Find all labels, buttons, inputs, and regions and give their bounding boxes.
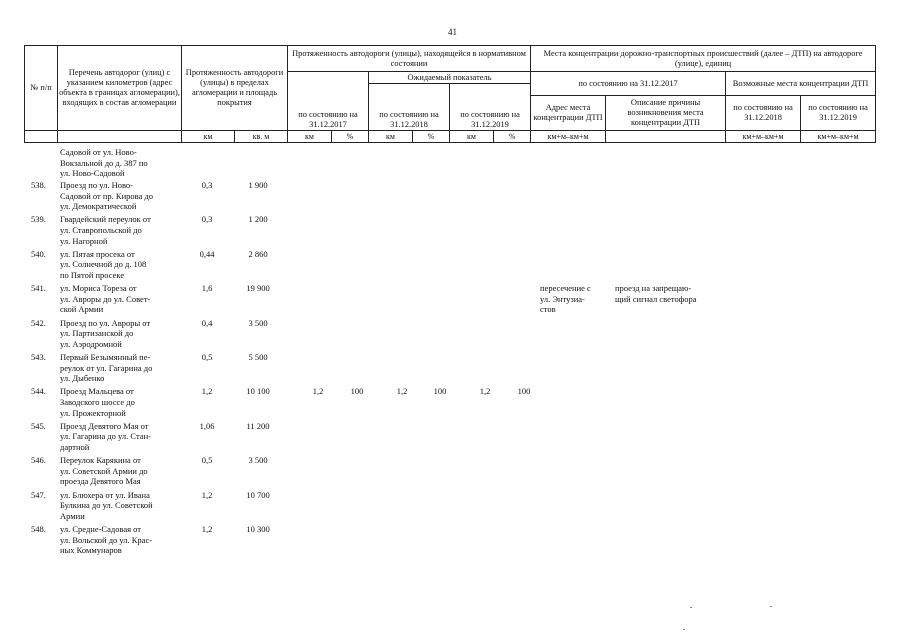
unit-sqm: кв. м xyxy=(235,131,288,143)
area-sqm: 1 900 xyxy=(248,180,268,190)
header-dtp: Места концентрации дорожно-транспортных происшествий (далее – ДТП) на автодороге (улице), единиц xyxy=(531,46,876,72)
header-possible-2019: по состоянию на 31.12.2019 xyxy=(801,96,876,131)
area-sqm: 10 700 xyxy=(246,489,270,500)
area-sqm: 2 860 xyxy=(248,248,268,259)
road-description-line: ул. Пятая просека от xyxy=(60,248,135,259)
area-sqm: 3 500 xyxy=(248,455,268,466)
header-norm-2017: по состоянию на 31.12.2017 xyxy=(288,72,369,131)
area-sqm: 10 300 xyxy=(246,524,270,534)
road-description-line: ул. Ставропольской до xyxy=(60,225,142,235)
row-number: 544. xyxy=(31,386,46,397)
normative-2018-km: 1,2 xyxy=(396,386,408,397)
unit-km-2019: км xyxy=(450,131,494,143)
row-number: 547. xyxy=(31,489,46,500)
road-description-line: ул. Прожекторной xyxy=(60,407,126,418)
road-description-line: Заводского шоссе до xyxy=(60,397,135,407)
road-description-line: ул. Мориса Тореза от xyxy=(60,283,137,294)
header-dtp-address: Адрес места концентрации ДТП xyxy=(531,96,606,131)
area-sqm: 1 200 xyxy=(248,214,268,225)
road-description-line: ул. Демократической xyxy=(60,201,137,212)
header-expected: Ожидаемый показатель xyxy=(369,72,531,84)
road-description-line: Проезд по ул. Авроры от xyxy=(60,317,151,328)
length-km: 0,5 xyxy=(201,352,213,362)
row-number: 545. xyxy=(31,420,46,431)
road-description-line: реулок от ул. Гагарина до xyxy=(60,362,153,373)
unit-pct-2018: % xyxy=(413,131,450,143)
road-description-line: ул. Средне-Садовая от xyxy=(60,524,142,534)
dtp-reason-line: щий сигнал светофора xyxy=(615,293,697,304)
road-description-line: ул. Нагорной xyxy=(60,235,108,246)
dtp-reason-line: проезд на запрещаю- xyxy=(615,283,692,294)
unit-km-2018: км xyxy=(369,131,413,143)
road-description-line: Садовой от пр. Кирова до xyxy=(60,190,154,201)
header-norm-2018: по состоянию на 31.12.2018 xyxy=(369,84,450,131)
length-km: 0,4 xyxy=(201,317,213,328)
road-description-line: дартной xyxy=(60,442,90,452)
road-description-line: ул. Блюхера от ул. Ивана xyxy=(60,489,150,500)
road-description-line: Первый Безымянный пе- xyxy=(60,352,151,362)
header-possible-2018: по состоянию на 31.12.2018 xyxy=(726,96,801,131)
row-number: 539. xyxy=(31,214,46,225)
dtp-address-line: пересечение с xyxy=(540,283,591,294)
header-roads: Перечень автодорог (улиц) с указанием километров (адрес объекта в границах агломерации), входящих в состав агломерации xyxy=(58,46,182,131)
road-description-line: ных Коммунаров xyxy=(60,545,122,556)
road-description-line: Армии xyxy=(60,510,85,521)
area-sqm: 3 500 xyxy=(248,317,268,328)
length-km: 0,3 xyxy=(201,180,213,190)
scan-speck xyxy=(770,606,772,607)
length-km: 1,06 xyxy=(199,420,215,431)
road-description-line: ул. Дыбенко xyxy=(60,373,105,384)
unit-km: км xyxy=(182,131,235,143)
road-description-line: Булкина до ул. Советской xyxy=(60,500,153,511)
road-description-line: ул. Авроры до ул. Совет- xyxy=(60,293,151,304)
header-dtp-reason: Описание причины возникновения места концентрации ДТП xyxy=(606,96,726,131)
row-number: 546. xyxy=(31,455,46,466)
row-number: 541. xyxy=(31,283,46,294)
row-number: 538. xyxy=(31,180,46,190)
length-km: 1,6 xyxy=(201,283,213,294)
page-number: 41 xyxy=(448,27,457,37)
area-sqm: 10 100 xyxy=(246,386,270,397)
header-dtp-2017: по состоянию на 31.12.2017 xyxy=(531,72,726,96)
road-description-line: ул. Солнечной до д. 108 xyxy=(60,259,147,270)
row-number: 543. xyxy=(31,352,46,362)
header-possible: Возможные места концентрации ДТП xyxy=(726,72,876,96)
continuation-line: ул. Ново-Садовой xyxy=(60,168,125,179)
road-description-line: ской Армии xyxy=(60,304,104,315)
unit-km-2017: км xyxy=(288,131,332,143)
unit-kmm-2018: км+м–км+м xyxy=(726,131,801,143)
road-description-line: по Пятой просеке xyxy=(60,270,125,280)
road-description-line: ул. Аэродромной xyxy=(60,338,122,349)
length-km: 0,5 xyxy=(201,455,213,466)
normative-2019-km: 1,2 xyxy=(479,386,491,397)
unit-kmm-2019: км+м–км+м xyxy=(801,131,876,143)
road-description-line: Проезд Девятого Мая от xyxy=(60,420,149,431)
road-description-line: Гвардейский переулок от xyxy=(60,214,151,225)
unit-kmm-address: км+м–км+м xyxy=(531,131,606,143)
area-sqm: 19 900 xyxy=(246,283,270,294)
road-description-line: Проезд по ул. Ново- xyxy=(60,180,133,190)
normative-2019-pct: 100 xyxy=(517,386,531,397)
row-number: 540. xyxy=(31,248,46,259)
road-description-line: проезда Девятого Мая xyxy=(60,476,141,487)
row-number: 542. xyxy=(31,317,46,328)
scan-speck xyxy=(690,607,692,608)
normative-2018-pct: 100 xyxy=(433,386,447,397)
area-sqm: 5 500 xyxy=(248,352,268,362)
road-description-line: ул. Гагарина до ул. Стан- xyxy=(60,431,151,442)
header-normative: Протяженность автодороги (улицы), находящейся в нормативном состоянии xyxy=(288,46,531,72)
dtp-address-line: стов xyxy=(540,304,556,315)
length-km: 1,2 xyxy=(201,489,213,500)
scan-speck xyxy=(683,629,685,630)
normative-2017-km: 1,2 xyxy=(312,386,324,397)
road-description-line: ул. Советской Армии до xyxy=(60,465,148,476)
row-number: 548. xyxy=(31,524,46,534)
length-km: 0,44 xyxy=(199,248,215,259)
area-sqm: 11 200 xyxy=(246,420,270,431)
unit-pct-2019: % xyxy=(494,131,531,143)
road-description-line: ул. Партизанской до xyxy=(60,328,134,339)
dtp-address-line: ул. Энтузиа- xyxy=(540,293,585,304)
length-km: 1,2 xyxy=(201,524,213,534)
normative-2017-pct: 100 xyxy=(350,386,364,397)
road-description-line: ул. Вольской до ул. Крас- xyxy=(60,534,153,545)
header-num: № п/п xyxy=(25,46,58,131)
continuation-line: Вокзальной до д. 387 по xyxy=(60,157,148,168)
length-km: 1,2 xyxy=(201,386,213,397)
header-length: Протяженность автодороги (улицы) в пределах агломерации и площадь покрытия xyxy=(182,46,288,131)
road-description-line: Проезд Мальцева от xyxy=(60,386,134,397)
road-description-line: Переулок Карякина от xyxy=(60,455,141,466)
length-km: 0,3 xyxy=(201,214,213,225)
header-norm-2019: по состоянию на 31.12.2019 xyxy=(450,84,531,131)
unit-pct-2017: % xyxy=(332,131,369,143)
continuation-line: Садовой от ул. Ново- xyxy=(60,147,137,157)
